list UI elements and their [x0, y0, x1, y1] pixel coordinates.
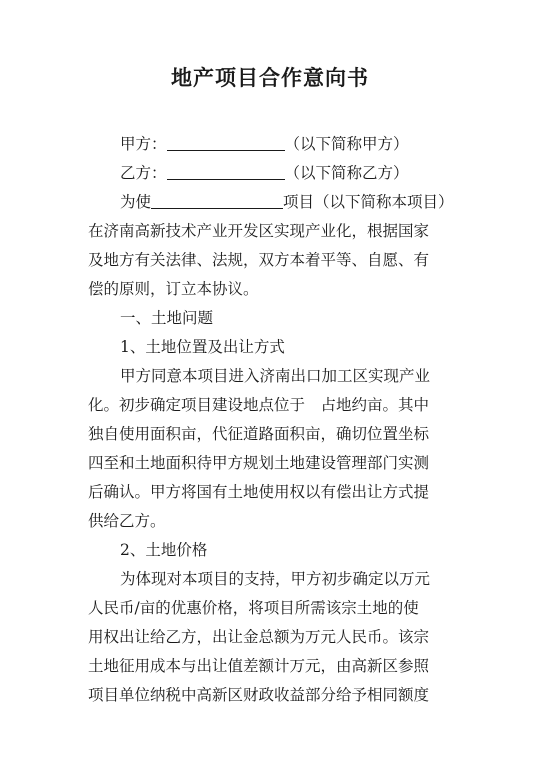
- paragraph-line: 及地方有关法律、法规，双方本着平等、自愿、有: [88, 251, 430, 269]
- paragraph-line: 为体现对本项目的支持，甲方初步确定以万元: [120, 570, 431, 588]
- party-a-label: 甲方：: [120, 135, 167, 153]
- paragraph-line: 独自使用面积亩，代征道路面积亩，确切位置坐标: [88, 425, 430, 443]
- subsection-heading-price: 2、土地价格: [120, 541, 208, 559]
- document-title: 地产项目合作意向书: [171, 66, 369, 90]
- party-b-line: [88, 159, 458, 188]
- party-b-label: 乙方：: [120, 164, 167, 182]
- paragraph-line: 甲方同意本项目进入济南出口加工区实现产业: [120, 367, 431, 385]
- paragraph-line: 供给乙方。: [88, 512, 166, 530]
- paragraph-line: 用权出让给乙方，出让金总额为万元人民币。该宗: [88, 628, 430, 646]
- paragraph-line: 后确认。甲方将国有土地使用权以有偿出让方式提: [88, 483, 430, 501]
- purpose-prefix: 为使: [120, 193, 152, 211]
- purpose-suffix: 项目（以下简称本项目）: [283, 193, 454, 211]
- section-heading-land: 一、土地问题: [120, 309, 214, 327]
- party-b-suffix: （以下简称乙方）: [284, 164, 409, 182]
- document-body: [88, 130, 458, 710]
- paragraph-line: 化。初步确定项目建设地点位于 占地约亩。其中: [88, 396, 430, 414]
- paragraph-line: 项目单位纳税中高新区财政收益部分给予相同额度: [88, 686, 430, 704]
- paragraph-line: 土地征用成本与出让值差额计万元，由高新区参照: [88, 657, 430, 675]
- party-b-blank-field: [167, 161, 285, 180]
- paragraph-line: 人民币/亩的优惠价格，将项目所需该宗土地的使: [88, 599, 419, 617]
- subsection-heading-location: 1、土地位置及出让方式: [120, 338, 285, 356]
- project-name-blank-field: [151, 190, 283, 209]
- paragraph-line: 在济南高新技术产业开发区实现产业化，根据国家: [88, 222, 430, 240]
- purpose-line: [88, 188, 458, 217]
- party-a-suffix: （以下简称甲方）: [284, 135, 409, 153]
- party-a-blank-field: [167, 132, 285, 151]
- paragraph-line: 偿的原则，订立本协议。: [88, 280, 259, 298]
- paragraph-line: 四至和土地面积待甲方规划土地建设管理部门实测: [88, 454, 430, 472]
- party-a-line: [88, 130, 458, 159]
